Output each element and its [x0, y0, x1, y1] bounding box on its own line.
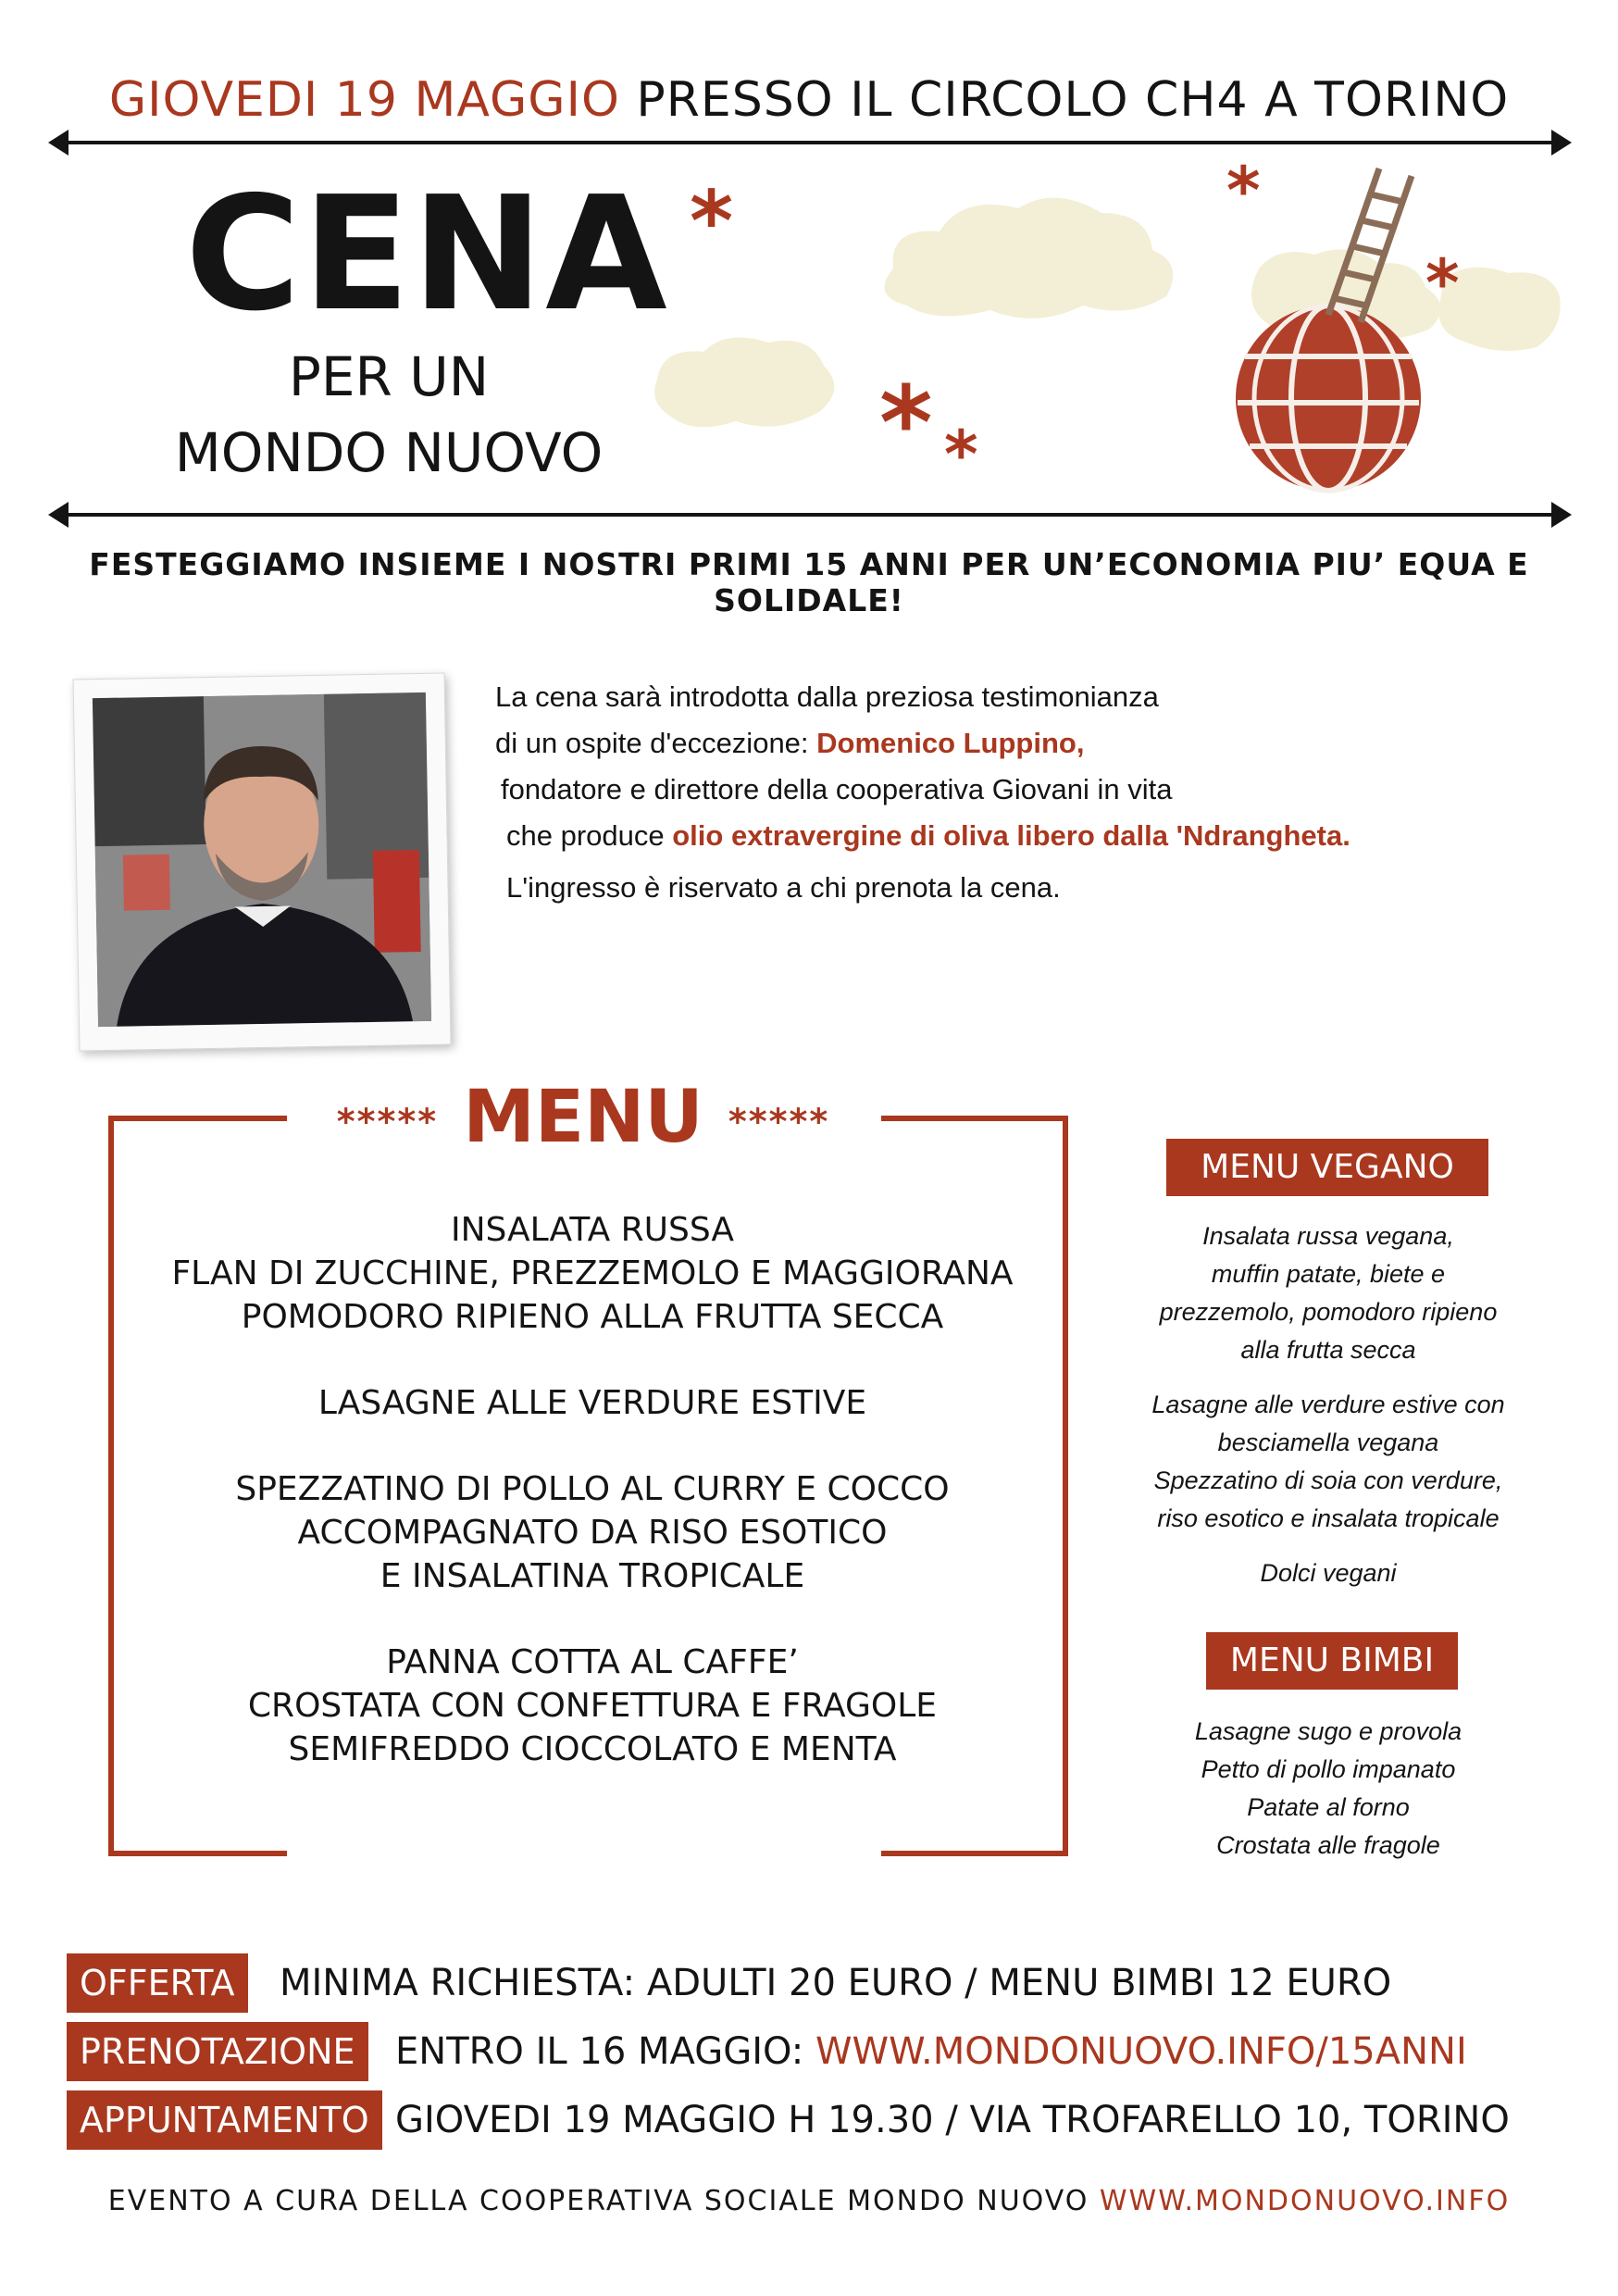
vegan-line: besciamella vegana	[1217, 1429, 1439, 1456]
menu-frame-bottom-left	[108, 1851, 287, 1856]
cloud-icon	[654, 337, 834, 427]
product-name: olio extravergine di oliva libero dalla 'Ndrangheta.	[672, 819, 1350, 852]
intro-line-2	[495, 720, 1560, 767]
vegan-line: riso esotico e insalata tropicale	[1157, 1504, 1500, 1532]
menu-item: ACCOMPAGNATO DA RISO ESOTICO	[297, 1514, 888, 1552]
menu-frame-top-left	[108, 1116, 287, 1121]
intro-line-4-text: che produce	[506, 819, 673, 852]
svg-text:*: *	[879, 364, 933, 482]
appointment-text: GIOVEDI 19 MAGGIO H 19.30 / VIA TROFARELLO 10, TORINO	[395, 2099, 1510, 2141]
svg-text:*: *	[944, 417, 978, 493]
appointment-row	[67, 2090, 1566, 2150]
vegan-line: Lasagne alle verdure estive con	[1151, 1391, 1505, 1418]
globe-icon	[1236, 306, 1421, 491]
subtitle-line-2: MONDO NUOVO	[174, 421, 604, 484]
top-divider-right-arrow-icon	[1551, 130, 1572, 156]
offer-row	[67, 1953, 1566, 2013]
kids-menu-text	[1120, 1713, 1537, 1865]
vegan-line: Spezzatino di soia con verdure,	[1153, 1466, 1503, 1494]
intro-line-1: La cena sarà introdotta dalla preziosa testimonianza	[495, 680, 1159, 713]
vegan-line: Dolci vegani	[1260, 1559, 1397, 1587]
offer-text: MINIMA RICHIESTA: ADULTI 20 EURO / MENU BIMBI 12 EURO	[280, 1962, 1392, 2004]
top-divider-left-arrow-icon	[48, 130, 68, 156]
offer-label: OFFERTA	[67, 1953, 248, 2013]
vegan-line: muffin patate, biete e	[1211, 1260, 1446, 1288]
menu-title-text: MENU	[463, 1076, 703, 1159]
middle-divider-left-arrow-icon	[48, 502, 68, 528]
menu-frame-bottom-right	[881, 1851, 1068, 1856]
menu-item: PANNA COTTA AL CAFFE’	[386, 1643, 799, 1681]
vegan-line: Insalata russa vegana,	[1202, 1222, 1454, 1250]
world-ladder-illustration	[648, 157, 1564, 500]
booking-link[interactable]: WWW.MONDONUOVO.INFO/15ANNI	[815, 2030, 1467, 2073]
svg-text:*: *	[1226, 157, 1261, 229]
event-date-line	[0, 72, 1618, 128]
guest-name: Domenico Luppino	[816, 727, 1077, 759]
vegan-line: prezzemolo, pomodoro ripieno	[1159, 1298, 1498, 1326]
intro-line-2-comma: ,	[1076, 727, 1085, 759]
intro-line-4	[495, 813, 1560, 859]
kids-line: Petto di pollo impanato	[1201, 1755, 1456, 1783]
menu-item: SEMIFREDDO CIOCCOLATO E MENTA	[288, 1730, 897, 1768]
subtitle-line-1: PER UN	[288, 345, 490, 408]
menu-stars-right: *****	[728, 1101, 830, 1142]
kids-line: Crostata alle fragole	[1216, 1831, 1440, 1859]
kids-menu-label: MENU BIMBI	[1206, 1632, 1458, 1690]
footer-text: EVENTO A CURA DELLA COOPERATIVA SOCIALE MONDO NUOVO	[107, 2185, 1100, 2217]
menu-frame-right	[1063, 1116, 1068, 1856]
intro-text	[495, 674, 1560, 911]
menu-title	[296, 1076, 870, 1159]
footer	[0, 2185, 1618, 2217]
booking-label: PRENOTAZIONE	[67, 2022, 368, 2081]
svg-text:*: *	[690, 173, 734, 270]
cloud-icon	[884, 198, 1173, 318]
vegan-line: alla frutta secca	[1240, 1336, 1416, 1364]
booking-deadline: ENTRO IL 16 MAGGIO:	[395, 2030, 815, 2073]
middle-divider	[51, 513, 1569, 517]
svg-text:*: *	[1425, 245, 1460, 321]
menu-item: POMODORO RIPIENO ALLA FRUTTA SECCA	[241, 1298, 944, 1336]
event-date: GIOVEDI 19 MAGGIO	[108, 72, 620, 128]
intro-line-5: L'ingresso è riservato a chi prenota la cena.	[506, 871, 1061, 904]
menu-item: E INSALATINA TROPICALE	[380, 1557, 805, 1595]
main-title: CENA	[185, 163, 669, 346]
menu-list	[139, 1208, 1046, 1771]
vegan-menu-text	[1120, 1217, 1537, 1609]
menu-item: SPEZZATINO DI POLLO AL CURRY E COCCO	[235, 1470, 950, 1508]
intro-line-3: fondatore e direttore della cooperativa Giovani in vita	[501, 773, 1173, 805]
footer-link[interactable]: WWW.MONDONUOVO.INFO	[1099, 2185, 1511, 2217]
appointment-label: APPUNTAMENTO	[67, 2090, 382, 2150]
vegan-menu-label: MENU VEGANO	[1166, 1139, 1488, 1196]
guest-photo-frame	[73, 673, 452, 1052]
intro-line-2-text: di un ospite d'eccezione:	[495, 727, 817, 759]
booking-row	[67, 2022, 1566, 2081]
menu-frame-left	[108, 1116, 114, 1856]
menu-item: INSALATA RUSSA	[450, 1211, 735, 1249]
kids-line: Patate al forno	[1247, 1793, 1410, 1821]
event-place: PRESSO IL CIRCOLO CH4 A TORINO	[636, 72, 1510, 128]
top-divider	[51, 141, 1569, 144]
guest-photo	[93, 693, 431, 1027]
tagline: FESTEGGIAMO INSIEME I NOSTRI PRIMI 15 ANNI PER UN’ECONOMIA PIU’ EQUA E SOLIDALE!	[89, 546, 1529, 618]
menu-item: CROSTATA CON CONFETTURA E FRAGOLE	[247, 1687, 938, 1725]
menu-frame-top-right	[881, 1116, 1068, 1121]
menu-stars-left: *****	[336, 1101, 439, 1142]
menu-item: LASAGNE ALLE VERDURE ESTIVE	[317, 1384, 867, 1422]
menu-item: FLAN DI ZUCCHINE, PREZZEMOLO E MAGGIORANA	[171, 1254, 1014, 1292]
middle-divider-right-arrow-icon	[1551, 502, 1572, 528]
booking-text	[395, 2022, 1467, 2081]
kids-line: Lasagne sugo e provola	[1194, 1717, 1462, 1745]
